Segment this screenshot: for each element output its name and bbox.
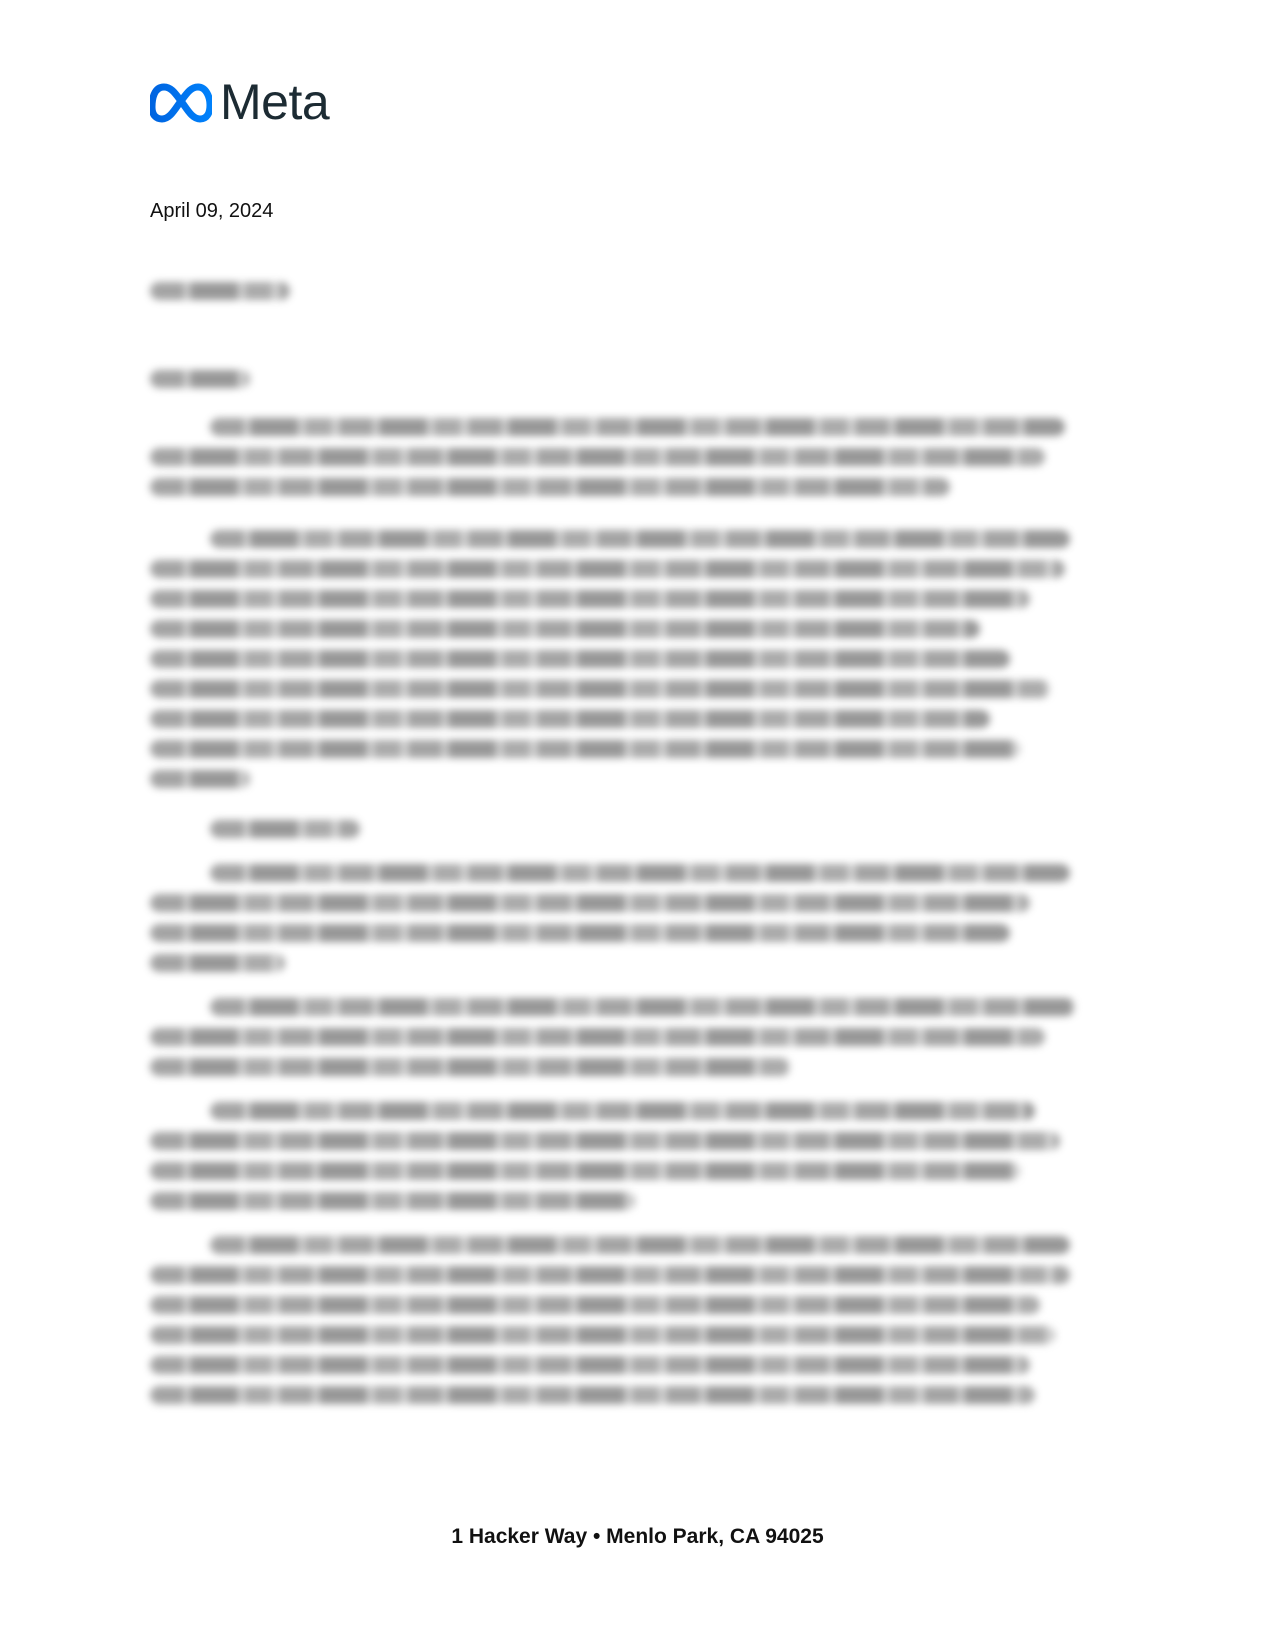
footer-address: 1 Hacker Way • Menlo Park, CA 94025 bbox=[451, 1525, 824, 1548]
redacted-paragraph-compensation bbox=[150, 1102, 1125, 1222]
redacted-section-heading bbox=[150, 820, 1125, 850]
redacted-paragraph-location bbox=[150, 1236, 1125, 1416]
redacted-salutation bbox=[150, 370, 1125, 400]
meta-logo bbox=[150, 72, 329, 132]
redacted-recipient bbox=[150, 282, 1125, 312]
letter-date: April 09, 2024 bbox=[150, 200, 274, 222]
redacted-paragraph-intro bbox=[150, 418, 1125, 508]
redacted-paragraph-mission bbox=[150, 530, 1125, 800]
redacted-paragraph-base-pay bbox=[150, 864, 1125, 984]
redacted-paragraph-bonus bbox=[150, 998, 1125, 1088]
meta-infinity-icon bbox=[150, 81, 212, 123]
meta-logo-text: Meta bbox=[220, 74, 330, 130]
